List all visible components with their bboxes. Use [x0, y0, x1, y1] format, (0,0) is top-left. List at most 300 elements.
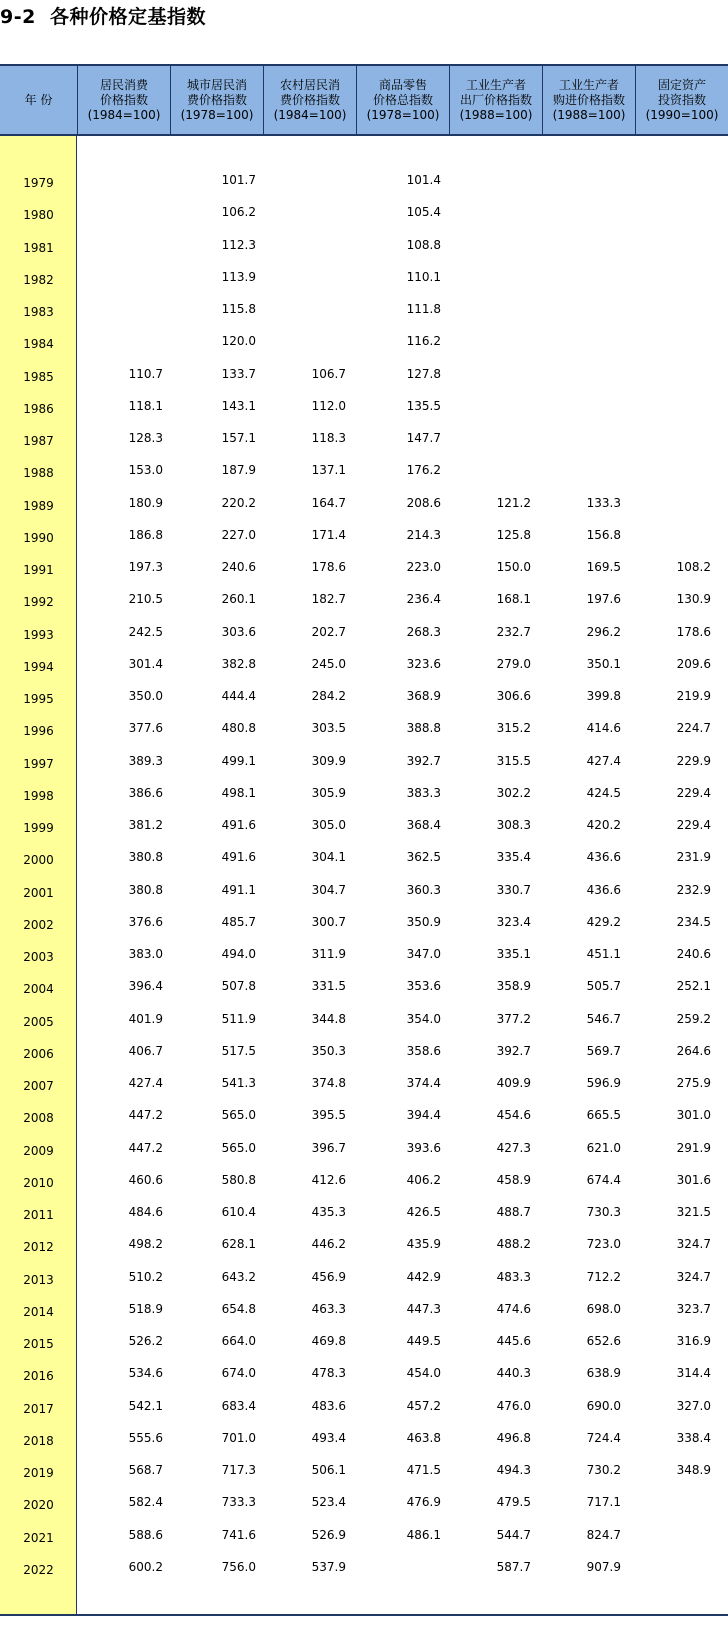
value-cell: 229.9 [676, 753, 711, 768]
table-row [0, 519, 728, 551]
value-cell: 301.4 [128, 656, 163, 671]
value-cell: 717.3 [221, 1463, 256, 1477]
value-cell: 724.4 [586, 1430, 621, 1445]
header-line: 购进价格指数 [552, 92, 625, 107]
value-cell: 112.0 [311, 398, 346, 413]
table-row [0, 551, 728, 583]
value-cell: 231.9 [676, 850, 711, 865]
table-row [0, 970, 728, 1002]
value-cell: 377.6 [128, 721, 163, 736]
value-cell: 323.4 [496, 914, 531, 929]
value-cell: 354.0 [406, 1011, 441, 1026]
value-cell: 224.7 [676, 721, 711, 736]
value-cell: 335.1 [496, 947, 531, 961]
value-cell: 284.2 [311, 689, 346, 703]
value-cell: 505.7 [586, 979, 621, 994]
value-cell: 121.2 [496, 495, 531, 510]
value-cell: 324.7 [676, 1269, 711, 1284]
value-cell: 377.2 [496, 1011, 531, 1026]
header-col-ppi-in [542, 66, 635, 134]
value-cell: 498.2 [128, 1237, 163, 1252]
table-row [0, 1035, 728, 1067]
value-cell: 164.7 [311, 495, 346, 510]
year-cell: 2008 [23, 1111, 54, 1126]
value-cell: 517.5 [221, 1043, 256, 1058]
header-line: 费价格指数 [186, 92, 247, 107]
value-cell: 309.9 [311, 753, 346, 768]
value-cell: 358.9 [496, 979, 531, 994]
value-cell: 600.2 [128, 1559, 163, 1574]
value-cell: 229.4 [676, 818, 711, 832]
value-cell: 698.0 [586, 1301, 621, 1316]
year-cell: 2022 [23, 1562, 54, 1577]
value-cell: 580.8 [221, 1172, 256, 1187]
year-cell: 1979 [23, 176, 54, 190]
year-cell: 2020 [23, 1498, 54, 1513]
value-cell: 447.3 [406, 1301, 441, 1316]
table-row [0, 648, 728, 680]
value-cell: 414.6 [586, 721, 621, 736]
value-cell: 380.8 [128, 850, 163, 865]
value-cell: 374.4 [406, 1076, 441, 1090]
value-cell: 176.2 [406, 463, 441, 478]
value-cell: 348.9 [676, 1463, 711, 1477]
year-cell: 1999 [23, 821, 54, 835]
value-cell: 223.0 [406, 560, 441, 574]
header-col-retail [356, 66, 449, 134]
header-line: (1978=100) [180, 107, 254, 122]
value-cell: 303.6 [221, 624, 256, 639]
value-cell: 127.8 [406, 366, 441, 381]
value-cell: 499.1 [221, 753, 256, 768]
value-cell: 474.6 [496, 1301, 531, 1316]
value-cell: 444.4 [221, 689, 256, 703]
value-cell: 311.9 [311, 947, 346, 961]
value-cell: 106.2 [221, 205, 256, 220]
value-cell: 701.0 [221, 1430, 256, 1445]
value-cell: 259.2 [676, 1011, 711, 1026]
value-cell: 824.7 [586, 1527, 621, 1542]
value-cell: 157.1 [221, 431, 256, 445]
value-cell: 741.6 [221, 1527, 256, 1542]
table-row [0, 487, 728, 519]
value-cell: 169.5 [586, 560, 621, 574]
value-cell: 125.8 [496, 527, 531, 542]
value-cell: 510.2 [128, 1269, 163, 1284]
table-row [0, 390, 728, 422]
year-cell: 1994 [23, 659, 54, 674]
value-cell: 112.3 [221, 237, 256, 252]
value-cell: 374.8 [311, 1076, 346, 1090]
value-cell: 135.5 [406, 398, 441, 413]
value-cell: 229.4 [676, 785, 711, 800]
header-line: 价格总指数 [372, 92, 433, 107]
table-row [0, 422, 728, 454]
value-cell: 209.6 [676, 656, 711, 671]
value-cell: 483.6 [311, 1398, 346, 1413]
value-cell: 643.2 [221, 1269, 256, 1284]
value-cell: 133.7 [221, 366, 256, 381]
value-cell: 401.9 [128, 1011, 163, 1026]
value-cell: 380.8 [128, 882, 163, 897]
value-cell: 314.4 [676, 1366, 711, 1381]
year-cell: 1992 [23, 595, 54, 610]
value-cell: 115.8 [221, 302, 256, 316]
value-cell: 484.6 [128, 1205, 163, 1219]
table-row [0, 1551, 728, 1583]
value-cell: 353.6 [406, 979, 441, 994]
year-cell: 2000 [23, 853, 54, 868]
value-cell: 446.2 [311, 1237, 346, 1252]
table-row [0, 1196, 728, 1228]
year-cell: 2019 [23, 1466, 54, 1480]
value-cell: 383.3 [406, 785, 441, 800]
value-cell: 168.1 [496, 592, 531, 607]
header-col-rural-cpi [263, 66, 356, 134]
value-cell: 568.7 [128, 1463, 163, 1477]
value-cell: 305.9 [311, 785, 346, 800]
table-row [0, 196, 728, 228]
value-cell: 392.7 [496, 1043, 531, 1058]
value-cell: 730.2 [586, 1463, 621, 1477]
value-cell: 526.2 [128, 1334, 163, 1348]
value-cell: 638.9 [586, 1366, 621, 1381]
value-cell: 304.1 [311, 850, 346, 865]
header-line: 工业生产者 [558, 77, 619, 92]
value-cell: 323.6 [406, 656, 441, 671]
value-cell: 454.6 [496, 1108, 531, 1123]
value-cell: 118.3 [311, 431, 346, 445]
value-cell: 460.6 [128, 1172, 163, 1187]
value-cell: 197.3 [128, 560, 163, 574]
page-title: 9-2 各种价格定基指数 [0, 6, 207, 28]
value-cell: 338.4 [676, 1430, 711, 1445]
value-cell: 542.1 [128, 1398, 163, 1413]
price-index-table [0, 64, 728, 1616]
value-cell: 756.0 [221, 1559, 256, 1574]
year-cell: 1997 [23, 756, 54, 771]
header-line: 商品零售 [378, 77, 427, 92]
header-line: 出厂价格指数 [459, 92, 532, 107]
value-cell: 907.9 [586, 1559, 621, 1574]
value-cell: 596.9 [586, 1076, 621, 1090]
header-col-cpi [77, 66, 170, 134]
value-cell: 113.9 [221, 269, 256, 284]
header-line: 居民消费 [99, 77, 148, 92]
value-cell: 544.7 [496, 1527, 531, 1542]
value-cell: 396.7 [311, 1140, 346, 1155]
value-cell: 569.7 [586, 1043, 621, 1058]
value-cell: 463.8 [406, 1430, 441, 1445]
value-cell: 308.3 [496, 818, 531, 832]
value-cell: 665.5 [586, 1108, 621, 1123]
value-cell: 219.9 [676, 689, 711, 703]
value-cell: 182.7 [311, 592, 346, 607]
header-line: 城市居民消 [186, 77, 247, 92]
table-row [0, 616, 728, 648]
year-cell: 2006 [23, 1046, 54, 1061]
value-cell: 137.1 [311, 463, 346, 478]
value-cell: 427.3 [496, 1140, 531, 1155]
header-line: 费价格指数 [279, 92, 340, 107]
table-row [0, 777, 728, 809]
value-cell: 565.0 [221, 1140, 256, 1155]
value-cell: 507.8 [221, 979, 256, 994]
value-cell: 264.6 [676, 1043, 711, 1058]
value-cell: 304.7 [311, 882, 346, 897]
table-row [0, 261, 728, 293]
value-cell: 491.6 [221, 818, 256, 832]
table-row [0, 841, 728, 873]
value-cell: 454.0 [406, 1366, 441, 1381]
table-row [0, 1261, 728, 1293]
year-cell: 2010 [23, 1175, 54, 1190]
value-cell: 305.0 [311, 818, 346, 832]
value-cell: 350.3 [311, 1043, 346, 1058]
value-cell: 723.0 [586, 1237, 621, 1252]
table-row [0, 1454, 728, 1486]
value-cell: 523.4 [311, 1495, 346, 1510]
value-cell: 652.6 [586, 1334, 621, 1348]
value-cell: 301.6 [676, 1172, 711, 1187]
value-cell: 488.2 [496, 1237, 531, 1252]
header-line: 价格指数 [99, 92, 148, 107]
header-line: (1990=100) [645, 107, 719, 122]
year-cell: 1991 [23, 563, 54, 577]
header-line: (1988=100) [552, 107, 626, 122]
value-cell: 526.9 [311, 1527, 346, 1542]
value-cell: 496.8 [496, 1430, 531, 1445]
table-row [0, 1422, 728, 1454]
header-year-label: 年 份 [24, 92, 53, 107]
value-cell: 187.9 [221, 463, 256, 478]
year-cell: 1993 [23, 627, 54, 642]
year-cell: 1984 [23, 337, 54, 352]
value-cell: 300.7 [311, 914, 346, 929]
value-cell: 147.7 [406, 431, 441, 445]
header-col-urban-cpi [170, 66, 263, 134]
year-cell: 2018 [23, 1433, 54, 1448]
table-row [0, 745, 728, 777]
value-cell: 628.1 [221, 1237, 256, 1252]
value-cell: 171.4 [311, 527, 346, 542]
value-cell: 427.4 [128, 1076, 163, 1090]
value-cell: 392.7 [406, 753, 441, 768]
value-cell: 479.5 [496, 1495, 531, 1510]
value-cell: 180.9 [128, 495, 163, 510]
value-cell: 108.8 [406, 237, 441, 252]
value-cell: 130.9 [676, 592, 711, 607]
value-cell: 110.7 [128, 366, 163, 381]
value-cell: 358.6 [406, 1043, 441, 1058]
value-cell: 396.4 [128, 979, 163, 994]
value-cell: 240.6 [676, 947, 711, 961]
value-cell: 399.8 [586, 689, 621, 703]
value-cell: 712.2 [586, 1269, 621, 1284]
value-cell: 429.2 [586, 914, 621, 929]
header-line: (1984=100) [87, 107, 161, 122]
value-cell: 275.9 [676, 1076, 711, 1090]
value-cell: 546.7 [586, 1011, 621, 1026]
value-cell: 389.3 [128, 753, 163, 768]
value-cell: 321.5 [676, 1205, 711, 1219]
value-cell: 252.1 [676, 979, 711, 994]
value-cell: 303.5 [311, 721, 346, 736]
value-cell: 469.8 [311, 1334, 346, 1348]
value-cell: 186.8 [128, 527, 163, 542]
value-cell: 394.4 [406, 1108, 441, 1123]
value-cell: 268.3 [406, 624, 441, 639]
value-cell: 440.3 [496, 1366, 531, 1381]
value-cell: 498.1 [221, 785, 256, 800]
value-cell: 350.1 [586, 656, 621, 671]
value-cell: 486.1 [406, 1527, 441, 1542]
table-row [0, 164, 728, 196]
value-cell: 488.7 [496, 1205, 531, 1219]
year-cell: 2016 [23, 1369, 54, 1384]
table-row [0, 1164, 728, 1196]
value-cell: 537.9 [311, 1559, 346, 1574]
value-cell: 506.1 [311, 1463, 346, 1477]
year-cell: 2009 [23, 1143, 54, 1158]
value-cell: 376.6 [128, 914, 163, 929]
value-cell: 480.8 [221, 721, 256, 736]
value-cell: 316.9 [676, 1334, 711, 1348]
value-cell: 105.4 [406, 205, 441, 220]
value-cell: 214.3 [406, 527, 441, 542]
value-cell: 435.3 [311, 1205, 346, 1219]
value-cell: 435.9 [406, 1237, 441, 1252]
year-cell: 1987 [23, 434, 54, 448]
table-row [0, 454, 728, 486]
value-cell: 133.3 [586, 495, 621, 510]
value-cell: 449.5 [406, 1334, 441, 1348]
value-cell: 406.2 [406, 1172, 441, 1187]
table-row [0, 229, 728, 261]
year-cell: 1989 [23, 498, 54, 513]
table-row [0, 1099, 728, 1131]
table-row [0, 358, 728, 390]
value-cell: 395.5 [311, 1108, 346, 1123]
value-cell: 101.7 [221, 173, 256, 187]
value-cell: 347.0 [406, 947, 441, 961]
value-cell: 420.2 [586, 818, 621, 832]
value-cell: 242.5 [128, 624, 163, 639]
year-cell: 2003 [23, 950, 54, 964]
value-cell: 534.6 [128, 1366, 163, 1381]
value-cell: 587.7 [496, 1559, 531, 1574]
value-cell: 306.6 [496, 689, 531, 703]
year-cell: 2011 [23, 1208, 54, 1222]
table-row [0, 1132, 728, 1164]
value-cell: 315.2 [496, 721, 531, 736]
value-cell: 476.9 [406, 1495, 441, 1510]
table-row [0, 1003, 728, 1035]
value-cell: 456.9 [311, 1269, 346, 1284]
value-cell: 406.7 [128, 1043, 163, 1058]
header-line: (1984=100) [273, 107, 347, 122]
year-cell: 2004 [23, 982, 54, 997]
table-body [0, 136, 728, 1616]
value-cell: 368.9 [406, 689, 441, 703]
year-cell: 2002 [23, 917, 54, 932]
value-cell: 368.4 [406, 818, 441, 832]
value-cell: 232.7 [496, 624, 531, 639]
value-cell: 350.0 [128, 689, 163, 703]
header-line: (1978=100) [366, 107, 440, 122]
value-cell: 447.2 [128, 1108, 163, 1123]
value-cell: 621.0 [586, 1140, 621, 1155]
value-cell: 582.4 [128, 1495, 163, 1510]
year-cell: 1982 [23, 272, 54, 287]
value-cell: 664.0 [221, 1334, 256, 1348]
header-col-ppi-out [449, 66, 542, 134]
table-row [0, 680, 728, 712]
value-cell: 327.0 [676, 1398, 711, 1413]
value-cell: 565.0 [221, 1108, 256, 1123]
value-cell: 717.1 [586, 1495, 621, 1510]
table-row [0, 293, 728, 325]
value-cell: 111.8 [406, 302, 441, 316]
value-cell: 291.9 [676, 1140, 711, 1155]
value-cell: 381.2 [128, 818, 163, 832]
year-cell: 2017 [23, 1401, 54, 1416]
year-cell: 2007 [23, 1079, 54, 1093]
value-cell: 150.0 [496, 560, 531, 574]
value-cell: 245.0 [311, 656, 346, 671]
value-cell: 344.8 [311, 1011, 346, 1026]
value-cell: 101.4 [406, 173, 441, 187]
value-cell: 323.7 [676, 1301, 711, 1316]
value-cell: 383.0 [128, 947, 163, 961]
value-cell: 654.8 [221, 1301, 256, 1316]
value-cell: 478.3 [311, 1366, 346, 1381]
value-cell: 493.4 [311, 1430, 346, 1445]
value-cell: 108.2 [676, 560, 711, 574]
year-cell: 1998 [23, 788, 54, 803]
value-cell: 518.9 [128, 1301, 163, 1316]
header-line: (1988=100) [459, 107, 533, 122]
value-cell: 476.0 [496, 1398, 531, 1413]
value-cell: 110.1 [406, 269, 441, 284]
table-row [0, 1228, 728, 1260]
value-cell: 116.2 [406, 334, 441, 349]
value-cell: 220.2 [221, 495, 256, 510]
value-cell: 555.6 [128, 1430, 163, 1445]
year-cell: 1995 [23, 692, 54, 706]
value-cell: 393.6 [406, 1140, 441, 1155]
value-cell: 260.1 [221, 592, 256, 607]
value-cell: 458.9 [496, 1172, 531, 1187]
table-row [0, 1357, 728, 1389]
value-cell: 118.1 [128, 398, 163, 413]
year-cell: 1981 [23, 240, 54, 255]
value-cell: 324.7 [676, 1237, 711, 1252]
value-cell: 683.4 [221, 1398, 256, 1413]
table-row [0, 1325, 728, 1357]
value-cell: 197.6 [586, 592, 621, 607]
value-cell: 491.1 [221, 882, 256, 897]
year-cell: 2021 [23, 1530, 54, 1545]
value-cell: 240.6 [221, 560, 256, 574]
value-cell: 447.2 [128, 1140, 163, 1155]
table-row [0, 1486, 728, 1518]
value-cell: 388.8 [406, 721, 441, 736]
value-cell: 511.9 [221, 1011, 256, 1026]
value-cell: 301.0 [676, 1108, 711, 1123]
value-cell: 463.3 [311, 1301, 346, 1316]
value-cell: 210.5 [128, 592, 163, 607]
